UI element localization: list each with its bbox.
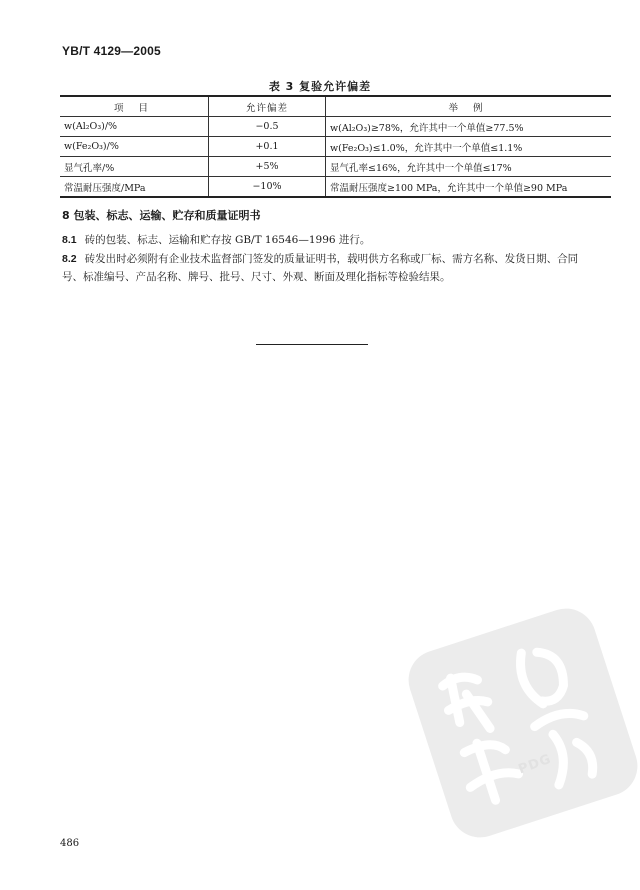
clause-text: 砖发出时必须附有企业技术监督部门签发的质量证明书，载明供方名称或厂标、需方名称、发货日期、合同号、标准编号、产品名称、牌号、批号、尺寸、外观、断面及理化指标等检验结果。 bbox=[62, 253, 579, 283]
header-example: 举 例 bbox=[326, 96, 612, 117]
cell-example: w(Al₂O₃)≥78%，允许其中一个单值≥77.5% bbox=[326, 117, 612, 137]
section-heading: 8 包装、标志、运输、贮存和质量证明书 bbox=[62, 209, 261, 222]
table-title: 表 3 复验允许偏差 bbox=[268, 80, 372, 93]
clause-number: 8.1 bbox=[62, 234, 77, 246]
table-header-row bbox=[60, 96, 611, 117]
table-row bbox=[60, 137, 611, 157]
cell-example: w(Fe₂O₃)≤1.0%，允许其中一个单值≤1.1% bbox=[326, 137, 612, 157]
cell-item: w(Fe₂O₃)/% bbox=[60, 137, 209, 157]
cell-item: w(Al₂O₃)/% bbox=[60, 117, 209, 137]
table-row bbox=[60, 157, 611, 177]
seal-background bbox=[401, 601, 640, 845]
standard-code: YB/T 4129—2005 bbox=[62, 44, 161, 58]
cell-deviation: +0.1 bbox=[209, 137, 326, 157]
cell-example: 常温耐压强度≥100 MPa，允许其中一个单值≥90 MPa bbox=[326, 177, 612, 198]
paragraph-8-1 bbox=[62, 231, 582, 249]
header-deviation: 允许偏差 bbox=[209, 96, 326, 117]
cell-deviation: +5% bbox=[209, 157, 326, 177]
table-row bbox=[60, 117, 611, 137]
paragraph-8-2 bbox=[62, 250, 582, 286]
end-rule bbox=[256, 344, 368, 345]
watermark-seal-icon bbox=[391, 591, 640, 856]
cell-deviation: −10% bbox=[209, 177, 326, 198]
watermark-text: PDG bbox=[516, 751, 554, 778]
table-row bbox=[60, 177, 611, 198]
cell-deviation: −0.5 bbox=[209, 117, 326, 137]
page-number: 486 bbox=[60, 838, 80, 849]
cell-item: 常温耐压强度/MPa bbox=[60, 177, 209, 198]
deviation-table bbox=[60, 95, 611, 198]
cell-example: 显气孔率≤16%，允许其中一个单值≤17% bbox=[326, 157, 612, 177]
header-item: 项 目 bbox=[60, 96, 209, 117]
clause-number: 8.2 bbox=[62, 253, 77, 265]
clause-text: 砖的包装、标志、运输和贮存按 GB/T 16546—1996 进行。 bbox=[84, 234, 371, 246]
cell-item: 显气孔率/% bbox=[60, 157, 209, 177]
